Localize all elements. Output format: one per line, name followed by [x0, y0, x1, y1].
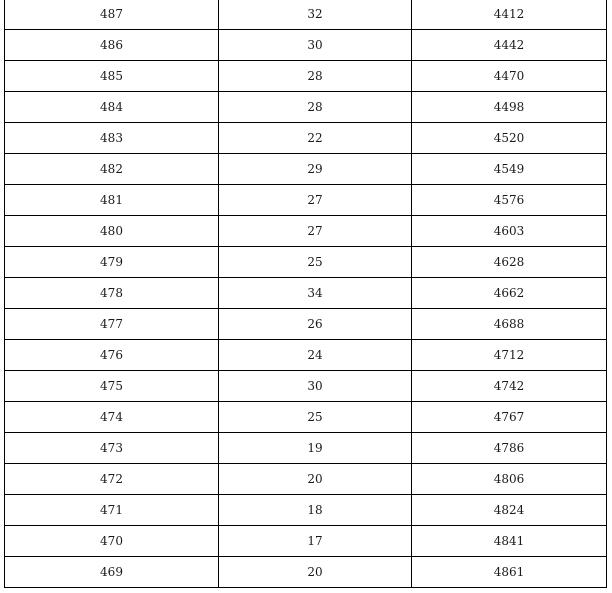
table-row — [5, 495, 607, 526]
table-row — [5, 433, 607, 464]
count-cell: 28 — [219, 92, 412, 123]
count-cell: 32 — [219, 0, 412, 30]
cumulative-cell: 4412 — [412, 0, 607, 30]
score-cell: 471 — [5, 495, 219, 526]
cumulative-cell: 4442 — [412, 30, 607, 61]
score-cell: 475 — [5, 371, 219, 402]
table-row — [5, 30, 607, 61]
count-cell: 30 — [219, 371, 412, 402]
score-cell: 487 — [5, 0, 219, 30]
score-cell: 478 — [5, 278, 219, 309]
table-row — [5, 526, 607, 557]
score-cell: 479 — [5, 247, 219, 278]
score-cell: 474 — [5, 402, 219, 433]
score-cell: 482 — [5, 154, 219, 185]
table-row — [5, 123, 607, 154]
score-cell: 484 — [5, 92, 219, 123]
score-cell: 472 — [5, 464, 219, 495]
cumulative-cell: 4576 — [412, 185, 607, 216]
cumulative-cell: 4806 — [412, 464, 607, 495]
table-row — [5, 557, 607, 588]
table-row — [5, 154, 607, 185]
cumulative-cell: 4742 — [412, 371, 607, 402]
score-table — [4, 0, 607, 588]
cumulative-cell: 4549 — [412, 154, 607, 185]
count-cell: 18 — [219, 495, 412, 526]
table-row — [5, 371, 607, 402]
score-cell: 477 — [5, 309, 219, 340]
score-cell: 481 — [5, 185, 219, 216]
count-cell: 17 — [219, 526, 412, 557]
count-cell: 22 — [219, 123, 412, 154]
count-cell: 24 — [219, 340, 412, 371]
count-cell: 29 — [219, 154, 412, 185]
table-row — [5, 0, 607, 30]
table-row — [5, 309, 607, 340]
score-cell: 485 — [5, 61, 219, 92]
count-cell: 28 — [219, 61, 412, 92]
cumulative-cell: 4688 — [412, 309, 607, 340]
table-row — [5, 464, 607, 495]
cumulative-cell: 4603 — [412, 216, 607, 247]
score-cell: 486 — [5, 30, 219, 61]
score-cell: 476 — [5, 340, 219, 371]
score-cell: 473 — [5, 433, 219, 464]
table-row — [5, 278, 607, 309]
cumulative-cell: 4824 — [412, 495, 607, 526]
cumulative-cell: 4861 — [412, 557, 607, 588]
cumulative-cell: 4662 — [412, 278, 607, 309]
cumulative-cell: 4520 — [412, 123, 607, 154]
score-table-container — [4, 0, 606, 588]
count-cell: 34 — [219, 278, 412, 309]
score-cell: 483 — [5, 123, 219, 154]
cumulative-cell: 4498 — [412, 92, 607, 123]
table-row — [5, 247, 607, 278]
cumulative-cell: 4628 — [412, 247, 607, 278]
count-cell: 27 — [219, 185, 412, 216]
table-row — [5, 216, 607, 247]
score-cell: 469 — [5, 557, 219, 588]
table-row — [5, 92, 607, 123]
cumulative-cell: 4767 — [412, 402, 607, 433]
cumulative-cell: 4841 — [412, 526, 607, 557]
table-row — [5, 402, 607, 433]
count-cell: 20 — [219, 557, 412, 588]
count-cell: 25 — [219, 247, 412, 278]
cumulative-cell: 4786 — [412, 433, 607, 464]
cumulative-cell: 4712 — [412, 340, 607, 371]
cumulative-cell: 4470 — [412, 61, 607, 92]
count-cell: 30 — [219, 30, 412, 61]
count-cell: 20 — [219, 464, 412, 495]
table-row — [5, 340, 607, 371]
count-cell: 26 — [219, 309, 412, 340]
score-cell: 480 — [5, 216, 219, 247]
count-cell: 19 — [219, 433, 412, 464]
table-row — [5, 185, 607, 216]
table-row — [5, 61, 607, 92]
count-cell: 27 — [219, 216, 412, 247]
count-cell: 25 — [219, 402, 412, 433]
score-table-body — [5, 0, 607, 588]
score-cell: 470 — [5, 526, 219, 557]
